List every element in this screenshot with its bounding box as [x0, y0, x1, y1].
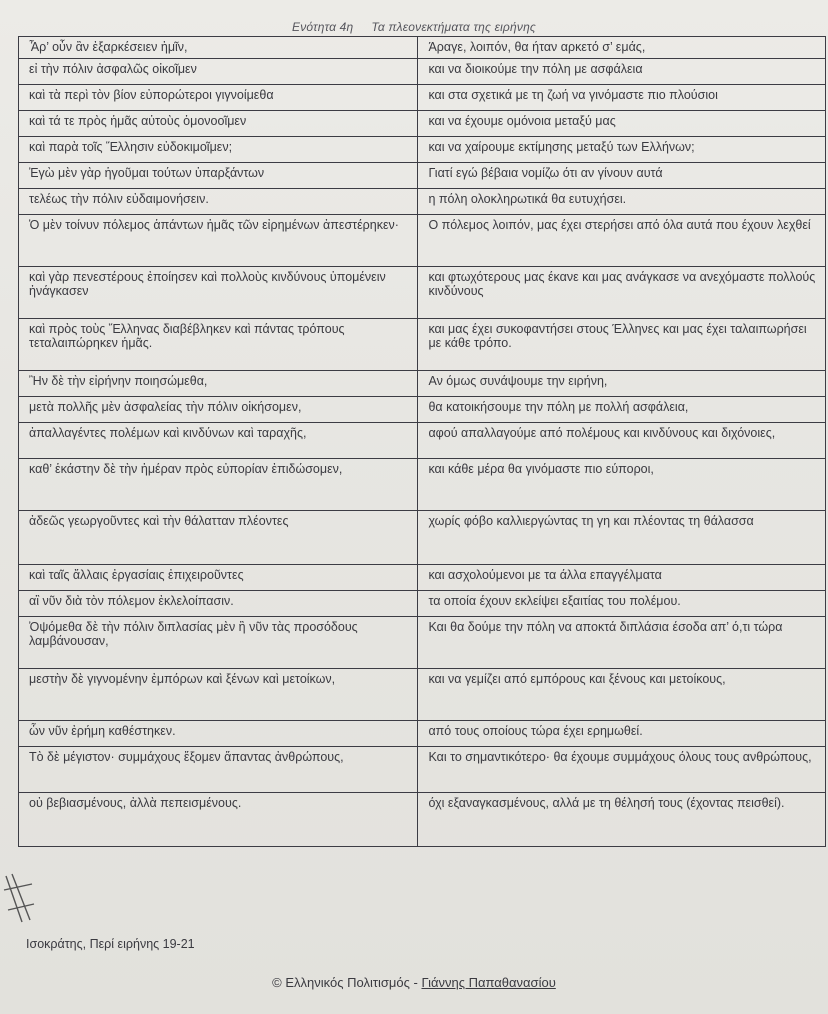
ancient-greek-cell: Ὁ μὲν τοίνυν πόλεμος ἁπάντων ἡμᾶς τῶν εἰρημένων ἀπεστέρηκεν· [19, 215, 418, 267]
modern-greek-cell: Γιατί εγώ βέβαια νομίζω ότι αν γίνουν αυτά [418, 163, 826, 189]
ancient-greek-cell: μετὰ πολλῆς μὲν ἀσφαλείας τὴν πόλιν οἰκήσομεν, [19, 397, 418, 423]
ancient-greek-cell: οὐ βεβιασμένους, ἀλλὰ πεπεισμένους. [19, 793, 418, 847]
ancient-greek-cell: καθ’ ἑκάστην δὲ τὴν ἡμέραν πρὸς εὐπορίαν ἐπιδώσομεν, [19, 459, 418, 511]
modern-greek-cell: η πόλη ολοκληρωτικά θα ευτυχήσει. [418, 189, 826, 215]
ancient-greek-cell: Ἆρ’ οὖν ἂν ἐξαρκέσειεν ἡμῖν, [19, 37, 418, 59]
ancient-greek-cell: ὧν νῦν ἐρήμη καθέστηκεν. [19, 721, 418, 747]
modern-greek-cell: Αν όμως συνάψουμε την ειρήνη, [418, 371, 826, 397]
ancient-greek-cell: καὶ παρὰ τοῖς Ἕλλησιν εὐδοκιμοῖμεν; [19, 137, 418, 163]
modern-greek-cell: και μας έχει συκοφαντήσει στους Έλληνες και μας έχει ταλαιπωρήσει με κάθε τρόπο. [418, 319, 826, 371]
modern-greek-cell: και κάθε μέρα θα γινόμαστε πιο εύποροι, [418, 459, 826, 511]
ancient-greek-cell: Τὸ δὲ μέγιστον· συμμάχους ἕξομεν ἅπαντας ἀνθρώπους, [19, 747, 418, 793]
credit-prefix: © Ελληνικός Πολιτισμός - [272, 975, 418, 990]
credit-line [0, 975, 828, 990]
translation-row [19, 669, 826, 721]
translation-row [19, 511, 826, 565]
modern-greek-cell: όχι εξαναγκασμένους, αλλά με τη θέλησή τους (έχοντας πεισθεί). [418, 793, 826, 847]
ancient-greek-cell: Ἢν δὲ τὴν εἰρήνην ποιησώμεθα, [19, 371, 418, 397]
modern-greek-cell: αφού απαλλαγούμε από πολέμους και κινδύνους και διχόνοιες, [418, 423, 826, 459]
modern-greek-cell: Ο πόλεμος λοιπόν, μας έχει στερήσει από όλα αυτά που έχουν λεχθεί [418, 215, 826, 267]
translation-row [19, 189, 826, 215]
ancient-greek-cell: καὶ τά τε πρὸς ἡμᾶς αὐτοὺς ὁμονοοῖμεν [19, 111, 418, 137]
translation-row [19, 721, 826, 747]
translation-row [19, 397, 826, 423]
modern-greek-cell: και φτωχότερους μας έκανε και μας ανάγκασε να ανεχόμαστε πολλούς κινδύνους [418, 267, 826, 319]
translation-table [18, 36, 826, 847]
ancient-greek-cell: εἰ τὴν πόλιν ἀσφαλῶς οἰκοῖμεν [19, 59, 418, 85]
ancient-greek-cell: καὶ πρὸς τοὺς Ἕλληνας διαβέβληκεν καὶ πάντας τρόπους τεταλαιπώρηκεν ἡμᾶς. [19, 319, 418, 371]
translation-row [19, 371, 826, 397]
ancient-greek-cell: Ὀψόμεθα δὲ τὴν πόλιν διπλασίας μὲν ἢ νῦν τὰς προσόδους λαμβάνουσαν, [19, 617, 418, 669]
ancient-greek-cell: ἀπαλλαγέντες πολέμων καὶ κινδύνων καὶ ταραχῆς, [19, 423, 418, 459]
modern-greek-cell: Άραγε, λοιπόν, θα ήταν αρκετό σ’ εμάς, [418, 37, 826, 59]
ancient-greek-cell: καὶ τὰ περὶ τὸν βίον εὐπορώτεροι γιγνοίμεθα [19, 85, 418, 111]
translation-row [19, 793, 826, 847]
ancient-greek-cell: ἀδεῶς γεωργοῦντες καὶ τὴν θάλατταν πλέοντες [19, 511, 418, 565]
modern-greek-cell: τα οποία έχουν εκλείψει εξαιτίας του πολέμου. [418, 591, 826, 617]
ancient-greek-cell: αἳ νῦν διὰ τὸν πόλεμον ἐκλελοίπασιν. [19, 591, 418, 617]
ancient-greek-cell: καὶ γὰρ πενεστέρους ἐποίησεν καὶ πολλοὺς κινδύνους ὑπομένειν ἠνάγκασεν [19, 267, 418, 319]
modern-greek-cell: και να διοικούμε την πόλη με ασφάλεια [418, 59, 826, 85]
ancient-greek-cell: Ἐγὼ μὲν γὰρ ἡγοῦμαι τούτων ὑπαρξάντων [19, 163, 418, 189]
modern-greek-cell: χωρίς φόβο καλλιεργώντας τη γη και πλέοντας τη θάλασσα [418, 511, 826, 565]
credit-author: Γιάννης Παπαθανασίου [421, 975, 556, 990]
source-citation: Ισοκράτης, Περί ειρήνης 19-21 [26, 937, 195, 951]
translation-row [19, 591, 826, 617]
translation-row [19, 163, 826, 189]
modern-greek-cell: Και το σημαντικότερο· θα έχουμε συμμάχους όλους τους ανθρώπους, [418, 747, 826, 793]
translation-row [19, 137, 826, 163]
modern-greek-cell: από τους οποίους τώρα έχει ερημωθεί. [418, 721, 826, 747]
translation-row [19, 747, 826, 793]
modern-greek-cell: θα κατοικήσουμε την πόλη με πολλή ασφάλεια, [418, 397, 826, 423]
translation-row [19, 459, 826, 511]
ancient-greek-cell: καὶ ταῖς ἄλλαις ἐργασίαις ἐπιχειροῦντες [19, 565, 418, 591]
translation-row [19, 617, 826, 669]
page-header [0, 20, 828, 34]
modern-greek-cell: και να γεμίζει από εμπόρους και ξένους και μετοίκους, [418, 669, 826, 721]
modern-greek-cell: και στα σχετικά με τη ζωή να γινόμαστε πιο πλούσιοι [418, 85, 826, 111]
unit-title: Τα πλεονεκτήματα της ειρήνης [371, 20, 536, 34]
translation-row [19, 267, 826, 319]
translation-row [19, 37, 826, 59]
modern-greek-cell: Και θα δούμε την πόλη να αποκτά διπλάσια έσοδα απ’ ό,τι τώρα [418, 617, 826, 669]
translation-row [19, 111, 826, 137]
ancient-greek-cell: τελέως τὴν πόλιν εὐδαιμονήσειν. [19, 189, 418, 215]
translation-row [19, 59, 826, 85]
translation-row [19, 319, 826, 371]
translation-row [19, 85, 826, 111]
translation-row [19, 565, 826, 591]
translation-row [19, 215, 826, 267]
pen-scribble-mark [2, 870, 38, 930]
modern-greek-cell: και να έχουμε ομόνοια μεταξύ μας [418, 111, 826, 137]
ancient-greek-cell: μεστὴν δὲ γιγνομένην ἐμπόρων καὶ ξένων καὶ μετοίκων, [19, 669, 418, 721]
translation-row [19, 423, 826, 459]
modern-greek-cell: και ασχολούμενοι με τα άλλα επαγγέλματα [418, 565, 826, 591]
unit-label: Ενότητα 4η [292, 20, 354, 34]
modern-greek-cell: και να χαίρουμε εκτίμησης μεταξύ των Ελλήνων; [418, 137, 826, 163]
